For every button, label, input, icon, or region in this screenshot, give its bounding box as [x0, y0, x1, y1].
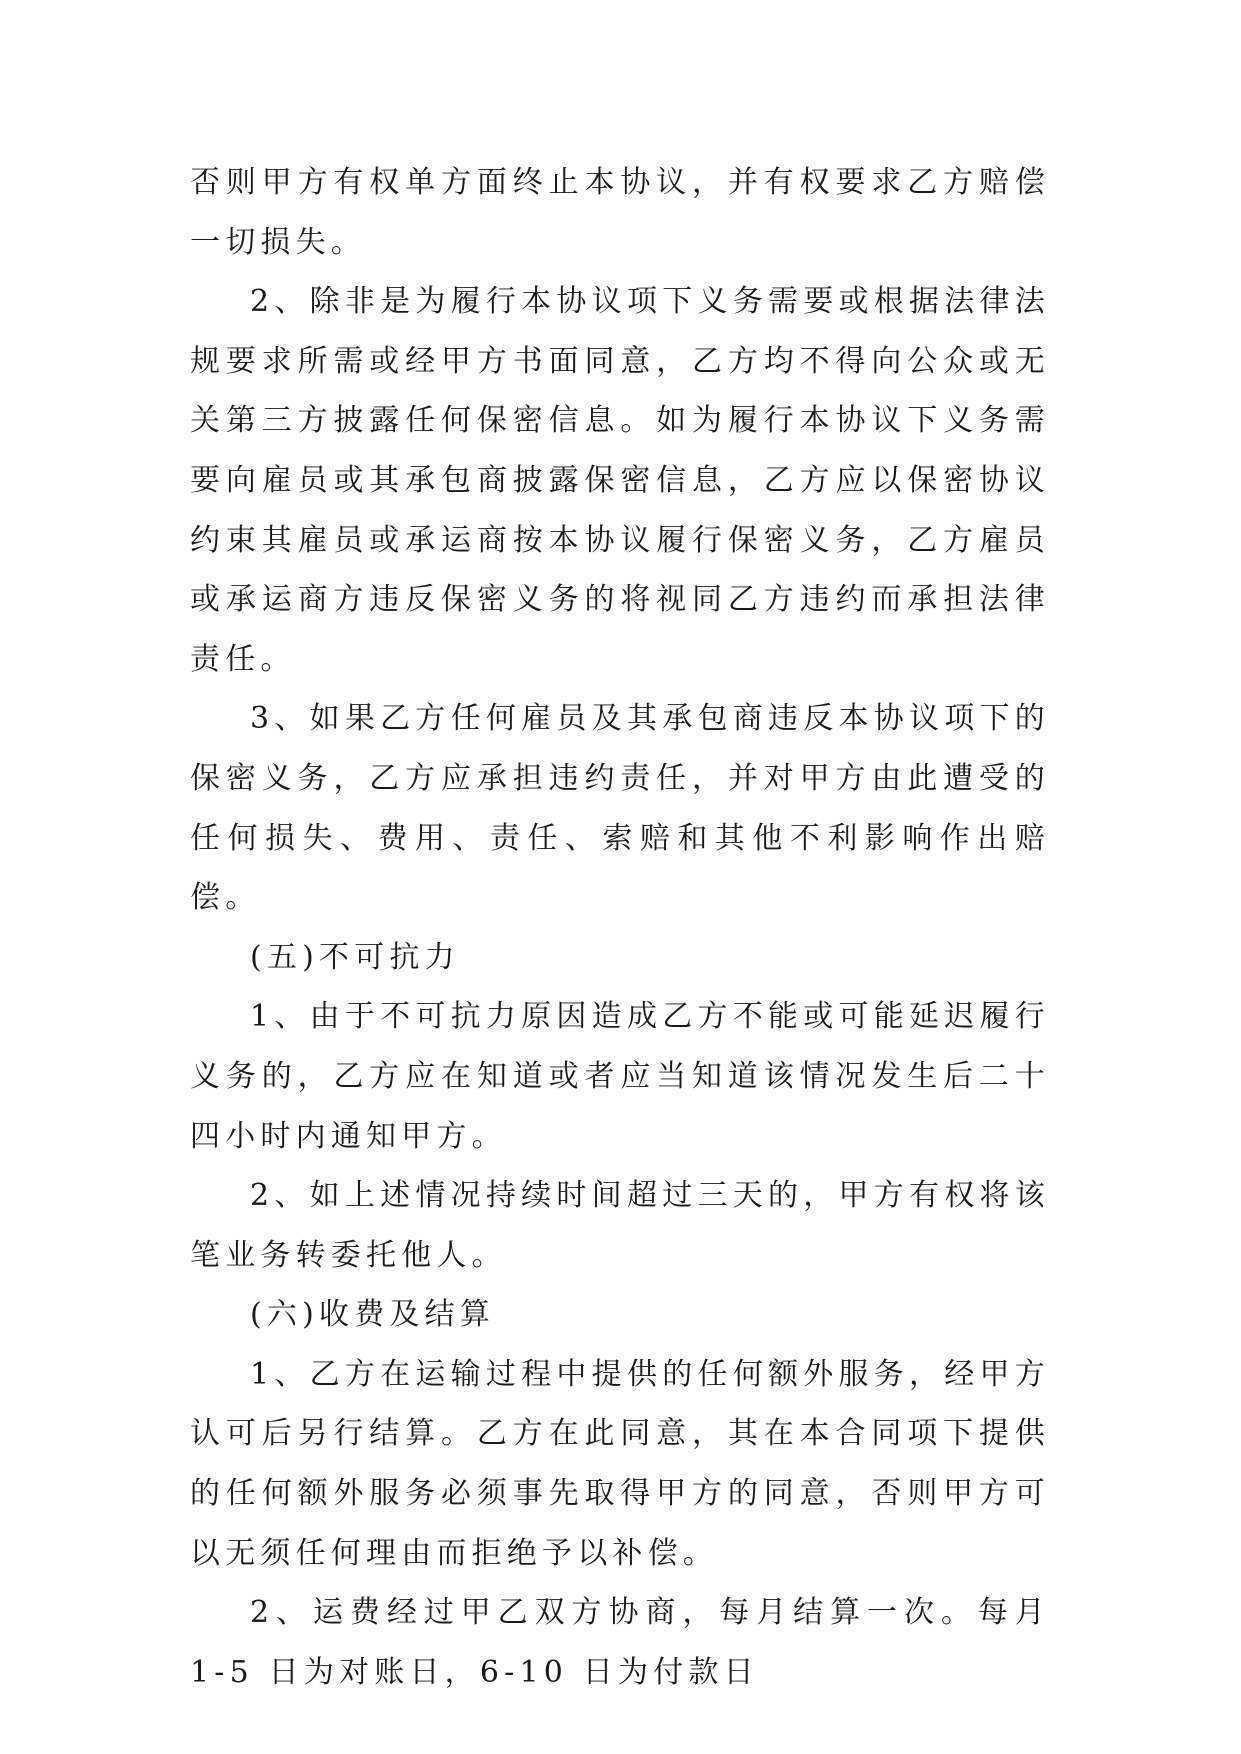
section-heading-fees-settlement: (六)收费及结算 — [250, 1297, 496, 1333]
document-body — [190, 153, 1050, 1702]
paragraph-force-majeure-2: 2、如上述情况持续时间超过三天的，甲方有权将该笔业务转委托他人。 — [190, 1178, 1050, 1273]
paragraph-fees-1: 1、乙方在运输过程中提供的任何额外服务，经甲方认可后另行结算。乙方在此同意，其在本合同项下提供的任何额外服务必须事先取得甲方的同意，否则甲方可以无须任何理由而拒绝予以补偿。 — [190, 1356, 1050, 1571]
paragraph-confidentiality-2: 2、除非是为履行本协议项下义务需要或根据法律法规要求所需或经甲方书面同意，乙方均不得向公众或无关第三方披露任何保密信息。如为履行本协议下义务需要向雇员或其承包商披露保密信息，乙方应以保密协议约束其雇员或承运商按本协议履行保密义务，乙方雇员或承运商方违反保密义务的将视同乙方违约而承担法律责任。 — [190, 284, 1050, 677]
paragraph-confidentiality-3: 3、如果乙方任何雇员及其承包商违反本协议项下的保密义务，乙方应承担违约责任，并对甲方由此遭受的任何损失、费用、责任、索赔和其他不利影响作出赔偿。 — [190, 701, 1050, 916]
paragraph-fees-2: 2、运费经过甲乙双方协商，每月结算一次。每月 1-5 日为对账日，6-10 日为付款日 — [190, 1595, 1050, 1690]
section-heading-force-majeure: (五)不可抗力 — [250, 939, 460, 975]
paragraph-termination-clause: 否则甲方有权单方面终止本协议，并有权要求乙方赔偿一切损失。 — [190, 165, 1050, 260]
paragraph-force-majeure-1: 1、由于不可抗力原因造成乙方不能或可能延迟履行义务的，乙方应在知道或者应当知道该情况发生后二十四小时内通知甲方。 — [190, 999, 1050, 1154]
